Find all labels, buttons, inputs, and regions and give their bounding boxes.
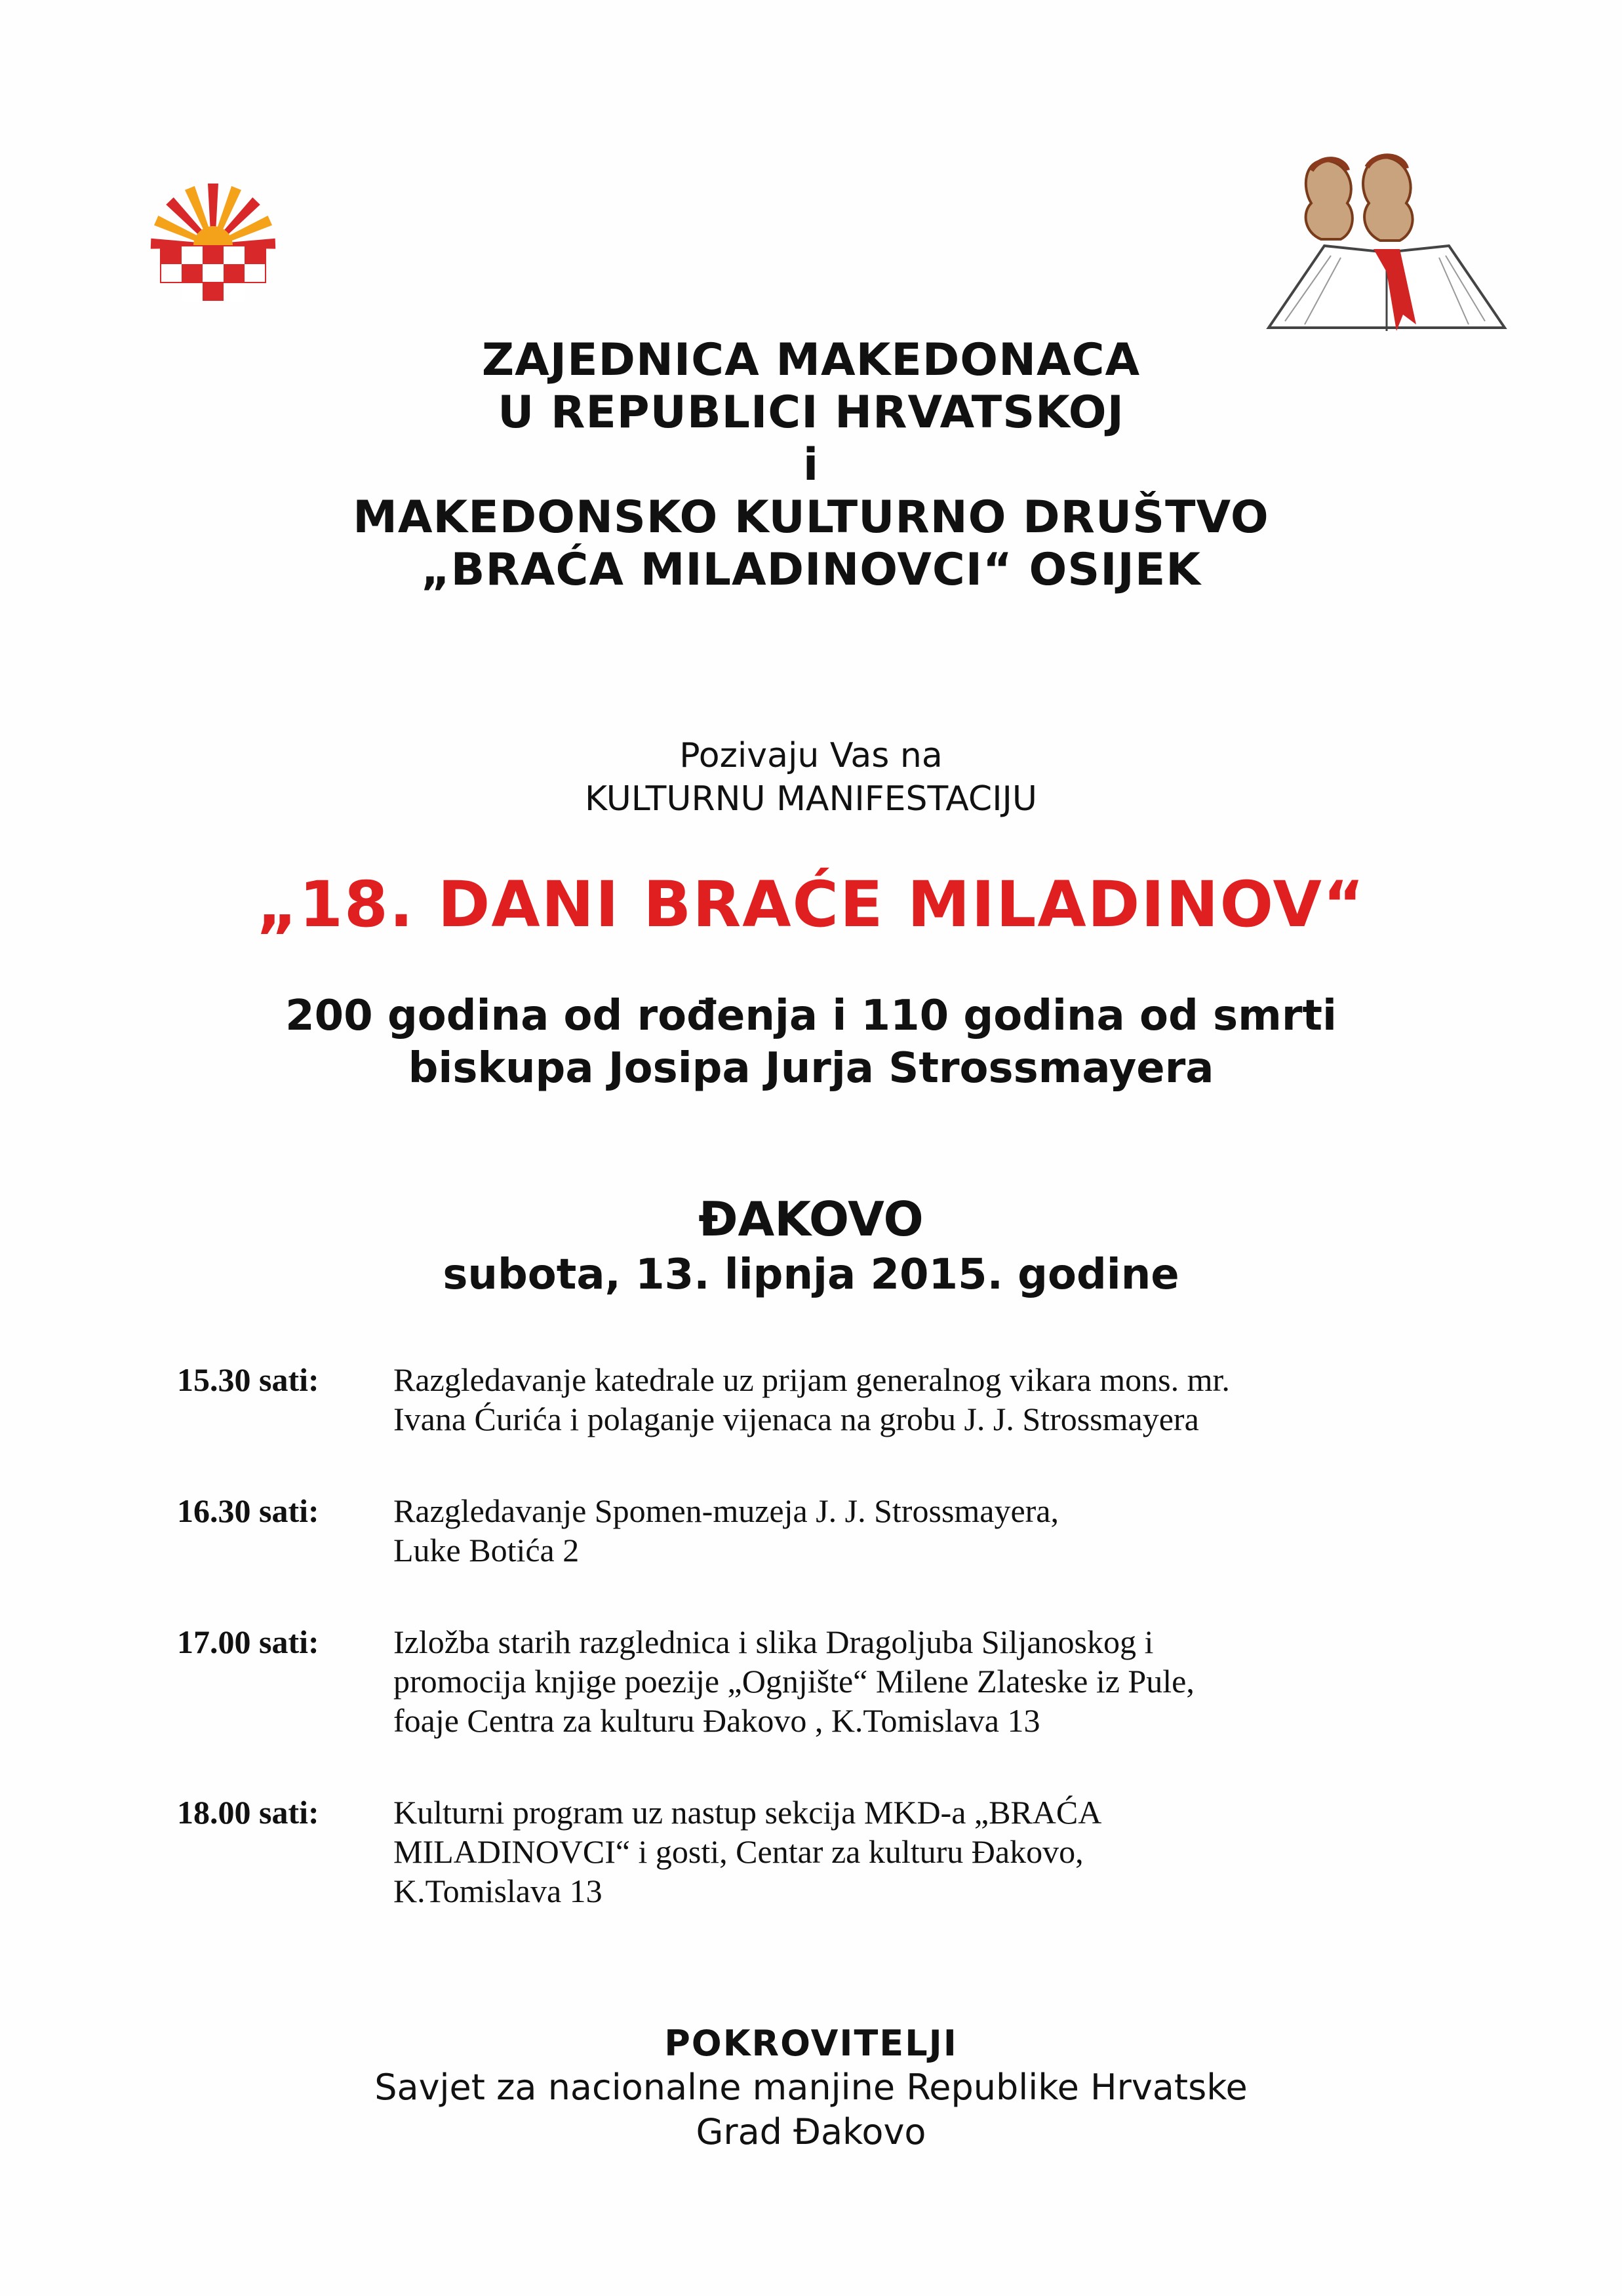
program-item [177,1491,1488,1570]
subtitle-line: 200 godina od rođenja i 110 godina od smrti [285,992,1337,1040]
program-description [393,1491,1442,1570]
patron-line: Grad Đakovo [696,2111,926,2152]
busts-open-book-logo-icon [1265,141,1508,338]
header-line: U REPUBLICI HRVATSKOJ [498,387,1124,438]
program-line: promocija knjige poezije „Ognjište“ Milene Zlateske iz Pule, [393,1663,1195,1700]
program-line: MILADINOVCI“ i gosti, Centar za kulturu Đakovo, [393,1833,1084,1870]
program-description [393,1622,1442,1740]
program-time: 15.30 sati: [177,1361,319,1398]
program-time: 18.00 sati: [177,1794,319,1831]
sun-checkerboard-logo-icon [134,147,292,311]
program-line: Izložba starih razglednica i slika Dragoljuba Siljanoskog i [393,1624,1154,1660]
event-place-date [0,1190,1622,1301]
program-item [177,1622,1488,1740]
header-line: ZAJEDNICA MAKEDONACA [481,334,1141,386]
program-item [177,1360,1488,1439]
subtitle-line: biskupa Josipa Jurja Strossmayera [408,1044,1214,1093]
program-description [393,1793,1442,1911]
event-city: ĐAKOVO [698,1192,924,1247]
header-line: i [802,439,820,491]
header-line: „BRAĆA MILADINOVCI“ OSIJEK [420,544,1201,596]
program-line: K.Tomislava 13 [393,1873,603,1909]
program-time: 17.00 sati: [177,1624,319,1660]
event-date: subota, 13. lipnja 2015. godine [443,1251,1179,1299]
program-time: 16.30 sati: [177,1492,319,1529]
header-line: MAKEDONSKO KULTURNO DRUŠTVO [353,492,1269,543]
event-subtitle [0,990,1622,1095]
program-item [177,1793,1488,1911]
program-schedule [177,1360,1488,1963]
program-line: Razgledavanje Spomen-muzeja J. J. Strossmayera, [393,1492,1059,1529]
patrons-title: POKROVITELJI [664,2023,958,2064]
event-title: „18. DANI BRAĆE MILADINOV“ [256,868,1366,941]
program-line: foaje Centra za kulturu Đakovo , K.Tomislava 13 [393,1702,1040,1739]
intro-line: Pozivaju Vas na [679,736,943,775]
program-line: Razgledavanje katedrale uz prijam generalnog vikara mons. mr. [393,1361,1230,1398]
organizers-header [0,334,1622,596]
program-line: Luke Botića 2 [393,1532,580,1568]
patrons-section [0,2022,1622,2154]
program-line: Ivana Ćurića i polaganje vijenaca na grobu J. J. Strossmayera [393,1401,1199,1437]
patron-line: Savjet za nacionalne manjine Republike Hrvatske [374,2067,1248,2108]
intro-line: KULTURNU MANIFESTACIJU [585,779,1037,819]
program-line: Kulturni program uz nastup sekcija MKD-a „BRAĆA [393,1794,1102,1831]
invitation-intro [0,734,1622,821]
program-description [393,1360,1442,1439]
